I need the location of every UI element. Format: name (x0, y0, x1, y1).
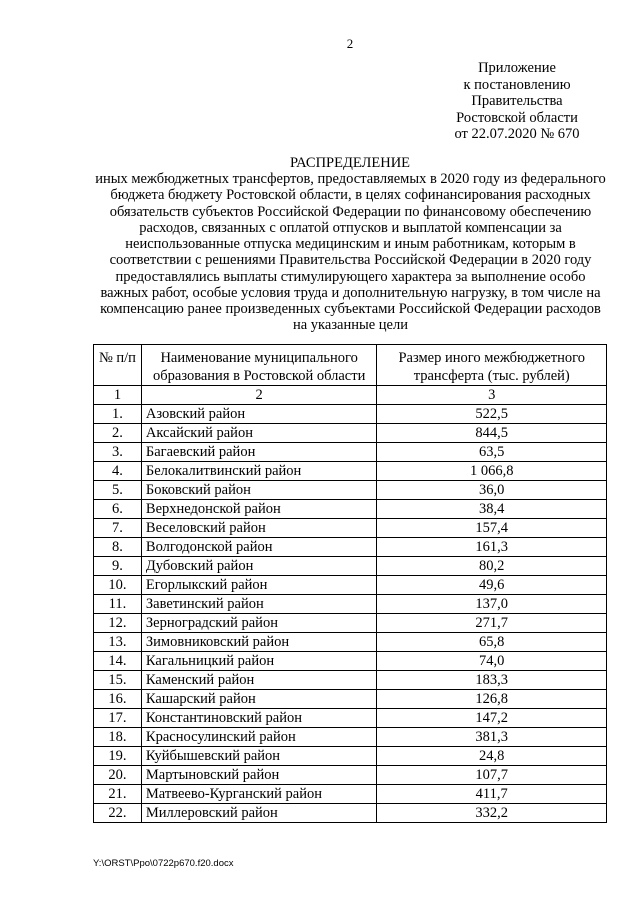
row-number: 21. (94, 785, 142, 804)
row-number: 2. (94, 424, 142, 443)
column-index: 2 (141, 386, 377, 405)
table-row (94, 652, 607, 671)
municipality-name: Дубовский район (141, 557, 377, 576)
row-number: 4. (94, 462, 142, 481)
row-number: 9. (94, 557, 142, 576)
table-row (94, 443, 607, 462)
municipality-name: Заветинский район (141, 595, 377, 614)
municipality-name: Зимовниковский район (141, 633, 377, 652)
municipality-name: Волгодонской район (141, 538, 377, 557)
transfer-amount: 844,5 (377, 424, 607, 443)
appendix-line: от 22.07.2020 № 670 (454, 126, 580, 142)
row-number: 20. (94, 766, 142, 785)
row-number: 22. (94, 804, 142, 823)
table-row (94, 576, 607, 595)
row-number: 13. (94, 633, 142, 652)
row-number: 14. (94, 652, 142, 671)
municipality-name: Зерноградский район (141, 614, 377, 633)
municipality-name: Аксайский район (141, 424, 377, 443)
appendix-line: Правительства (471, 93, 563, 109)
transfer-amount: 24,8 (377, 747, 607, 766)
municipality-name: Матвеево-Курганский район (141, 785, 377, 804)
table-row (94, 462, 607, 481)
table-row (94, 557, 607, 576)
municipality-name: Егорлыкский район (141, 576, 377, 595)
transfer-amount: 126,8 (377, 690, 607, 709)
municipality-name: Константиновский район (141, 709, 377, 728)
table-row (94, 424, 607, 443)
municipality-name: Азовский район (141, 405, 377, 424)
transfer-amount: 411,7 (377, 785, 607, 804)
transfer-amount: 107,7 (377, 766, 607, 785)
municipality-name: Кагальницкий район (141, 652, 377, 671)
appendix-line: Приложение (478, 60, 556, 76)
page-number: 2 (346, 36, 354, 51)
table-row (94, 595, 607, 614)
table-row (94, 633, 607, 652)
transfer-amount: 1 066,8 (377, 462, 607, 481)
table-row (94, 481, 607, 500)
transfer-amount: 80,2 (377, 557, 607, 576)
municipality-name: Белокалитвинский район (141, 462, 377, 481)
row-number: 3. (94, 443, 142, 462)
table-row (94, 690, 607, 709)
transfer-amount: 74,0 (377, 652, 607, 671)
row-number: 19. (94, 747, 142, 766)
transfer-amount: 36,0 (377, 481, 607, 500)
row-number: 17. (94, 709, 142, 728)
transfer-amount: 147,2 (377, 709, 607, 728)
transfer-amount: 137,0 (377, 595, 607, 614)
municipality-name: Куйбышевский район (141, 747, 377, 766)
transfer-amount: 157,4 (377, 519, 607, 538)
table-row (94, 804, 607, 823)
table-row (94, 519, 607, 538)
table-header-row (94, 345, 607, 386)
transfer-amount: 65,8 (377, 633, 607, 652)
table-row (94, 405, 607, 424)
transfer-amount: 332,2 (377, 804, 607, 823)
column-index: 1 (94, 386, 142, 405)
document-title: РАСПРЕДЕЛЕНИЕ (289, 155, 411, 171)
distribution-table (93, 344, 607, 823)
table-row (94, 538, 607, 557)
transfer-amount: 38,4 (377, 500, 607, 519)
row-number: 1. (94, 405, 142, 424)
appendix-line: к постановлению (463, 76, 571, 93)
table-row (94, 614, 607, 633)
municipality-name: Верхнедонской район (141, 500, 377, 519)
table-row (94, 709, 607, 728)
transfer-amount: 183,3 (377, 671, 607, 690)
header-num: № п/п (94, 345, 142, 386)
row-number: 16. (94, 690, 142, 709)
table-row (94, 728, 607, 747)
row-number: 6. (94, 500, 142, 519)
transfer-amount: 161,3 (377, 538, 607, 557)
row-number: 15. (94, 671, 142, 690)
table-row (94, 785, 607, 804)
transfer-amount: 63,5 (377, 443, 607, 462)
row-number: 18. (94, 728, 142, 747)
document-subtitle: иных межбюджетных трансфертов, предоставляемых в 2020 году из федерального бюджета бюджету Ростовской области, в целях софинансирования расходных обязательств субъектов Российской Федерации по финансовому обеспечению расходов, связанных с оплатой отпусков и выплатой компенсации за неиспользованные отпуска медицинским и иным работникам, которым в соответствии с решениями Правительства Российской Федерации в 2020 году предоставлялись выплаты стимулирующего характера за выполнение особо важных работ, особые условия труда и дополнительную нагрузку, в том числе на компенсацию ранее произведенных субъектами Российской Федерации расходов на указанные цели (95, 171, 606, 334)
municipality-name: Веселовский район (141, 519, 377, 538)
table-row (94, 766, 607, 785)
table-row (94, 671, 607, 690)
municipality-name: Кашарский район (141, 690, 377, 709)
row-number: 12. (94, 614, 142, 633)
transfer-amount: 49,6 (377, 576, 607, 595)
appendix-line: Ростовской области (456, 109, 578, 126)
transfer-amount: 271,7 (377, 614, 607, 633)
row-number: 11. (94, 595, 142, 614)
row-number: 10. (94, 576, 142, 595)
municipality-name: Багаевский район (141, 443, 377, 462)
municipality-name: Красносулинский район (141, 728, 377, 747)
row-number: 7. (94, 519, 142, 538)
table-row (94, 747, 607, 766)
table-row (94, 500, 607, 519)
file-path-footer: Y:\ORST\Ppo\0722p670.f20.docx (93, 858, 234, 869)
transfer-amount: 522,5 (377, 405, 607, 424)
header-amount: Размер иного межбюджетного трансферта (тыс. рублей) (377, 345, 607, 386)
header-name: Наименование муниципального образования в Ростовской области (141, 345, 377, 386)
row-number: 8. (94, 538, 142, 557)
municipality-name: Каменский район (141, 671, 377, 690)
appendix-block (447, 60, 587, 143)
transfer-amount: 381,3 (377, 728, 607, 747)
row-number: 5. (94, 481, 142, 500)
municipality-name: Боковский район (141, 481, 377, 500)
municipality-name: Миллеровский район (141, 804, 377, 823)
municipality-name: Мартыновский район (141, 766, 377, 785)
column-index-row (94, 386, 607, 405)
column-index: 3 (377, 386, 607, 405)
